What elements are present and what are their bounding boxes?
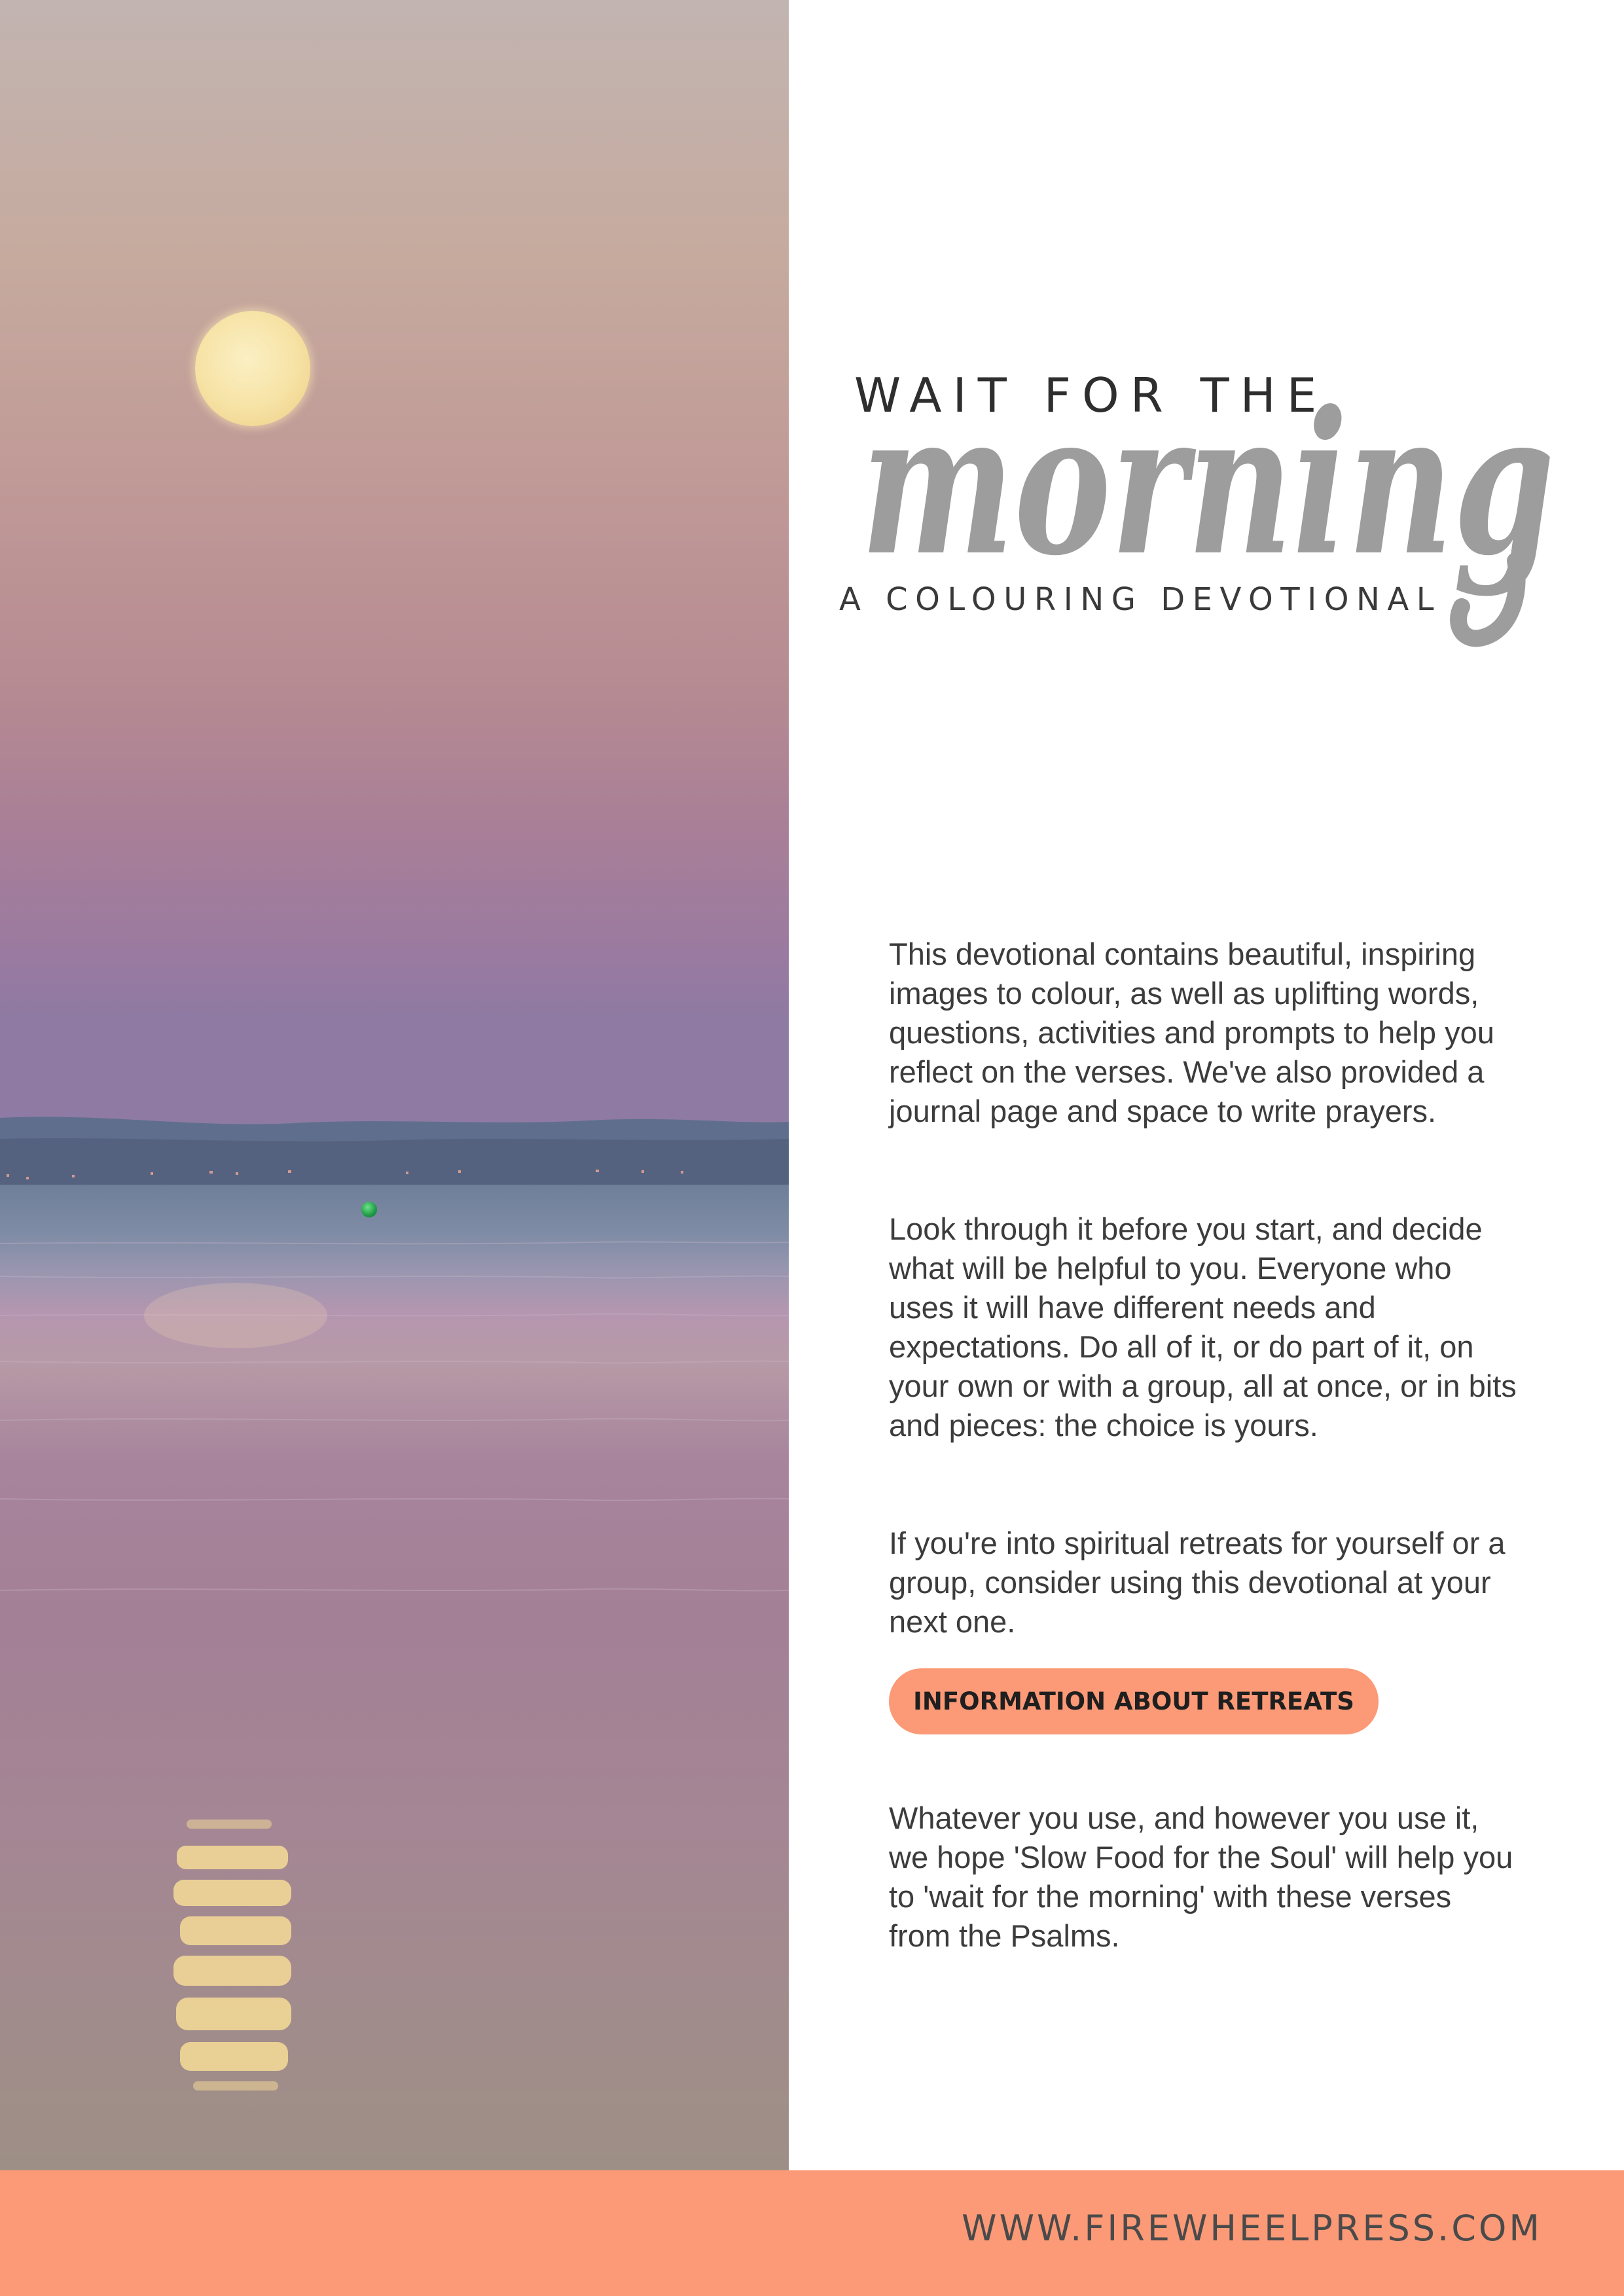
sky — [0, 0, 789, 1119]
moon — [195, 311, 310, 426]
usage-paragraph: Look through it before you start, and decide what will be helpful to you. Everyone who uses it will have different needs and expectations. Do all of it, or do part of it, on your own or with a group, all at once, or in bits and pieces: the choice is yours. — [889, 1211, 1517, 1443]
title-morning-text: morning — [861, 401, 1555, 599]
retreats-info-button[interactable]: INFORMATION ABOUT RETREATS — [889, 1668, 1379, 1734]
subtitle-colouring-devotional: A COLOURING DEVOTIONAL — [839, 581, 1442, 618]
water-ripples — [0, 1198, 789, 2170]
footer-bar — [0, 2170, 1624, 2296]
cover-photo — [0, 0, 789, 2170]
retreats-paragraph: If you're into spiritual retreats for yourself or a group, consider using this devotional at your next one. — [889, 1526, 1506, 1639]
moon-reflection — [167, 1820, 304, 2094]
website-link[interactable]: WWW.FIREWHEELPRESS.COM — [962, 2208, 1542, 2249]
intro-paragraph: This devotional contains beautiful, inspiring images to colour, as well as uplifting words, questions, activities and prompts to help you reflect on the verses. We've also provided a journal page and space to write prayers. — [889, 937, 1494, 1128]
title-wait-for-the: WAIT FOR THE — [854, 368, 1328, 423]
green-buoy — [361, 1202, 377, 1217]
closing-paragraph: Whatever you use, and however you use it, we hope 'Slow Food for the Soul' will help you to 'wait for the morning' with these verses from the Psalms. — [889, 1801, 1513, 1953]
distant-hills — [0, 1106, 789, 1191]
